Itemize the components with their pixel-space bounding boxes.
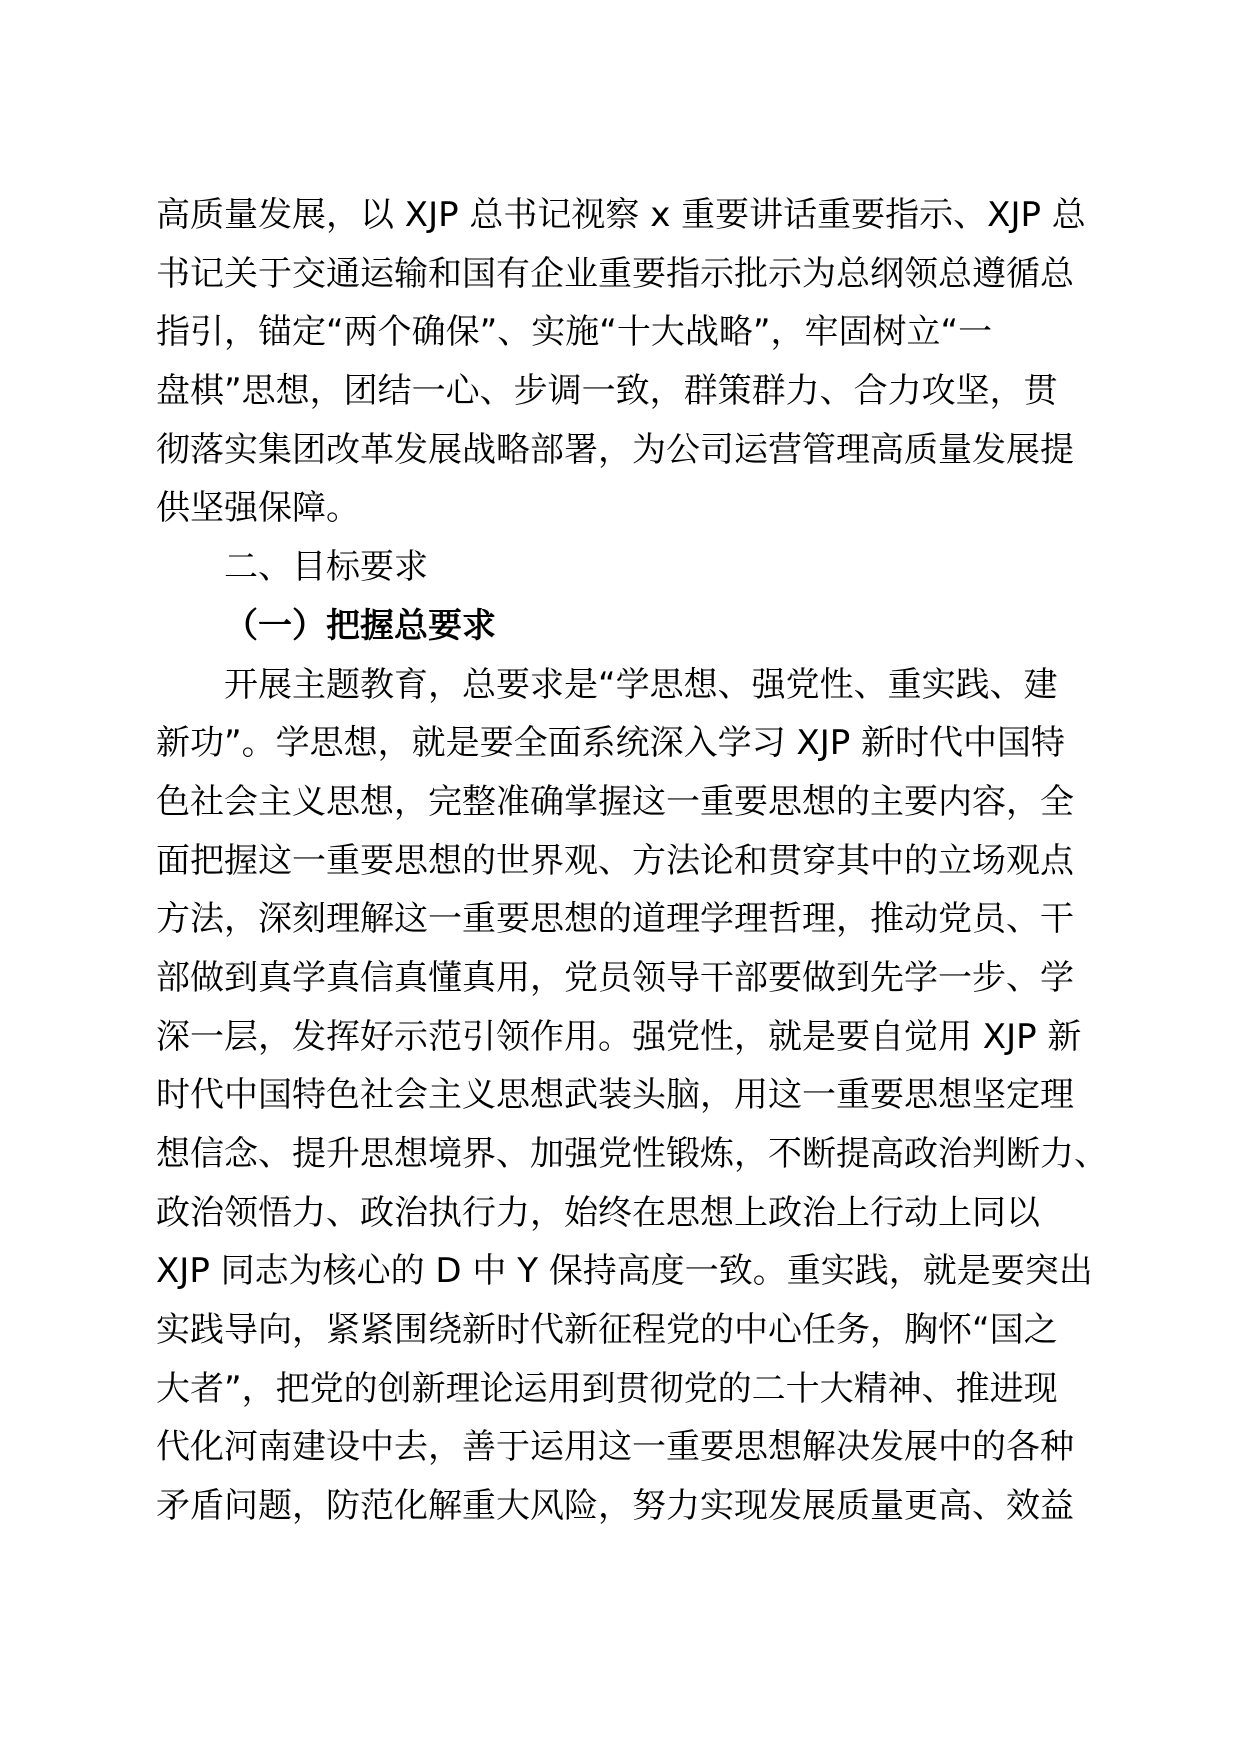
text-line: 书记关于交通运输和国有企业重要指示批示为总纲领总遵循总: [156, 253, 1074, 294]
text-line: XJP 同志为核心的 D 中 Y 保持高度一致。重实践，就是要突出: [156, 1251, 1093, 1292]
section-subheading: （一）把握总要求: [224, 605, 496, 646]
text-line: 实践导向，紧紧围绕新时代新征程党的中心任务，胸怀“国之: [156, 1310, 1058, 1351]
text-line: 供坚强保障。: [156, 488, 360, 529]
text-line: 高质量发展，以 XJP 总书记视察 x 重要讲话重要指示、XJP 总: [156, 195, 1086, 235]
text-line: 矛盾问题，防范化解重大风险，努力实现发展质量更高、效益: [156, 1486, 1074, 1527]
text-line: 深一层，发挥好示范引领作用。强党性，就是要自觉用 XJP 新: [156, 1016, 1082, 1057]
section-heading: 二、目标要求: [224, 547, 428, 588]
text-line: 部做到真学真信真懂真用，党员领导干部要做到先学一步、学: [156, 957, 1074, 998]
text-line: 代化河南建设中去，善于运用这一重要思想解决发展中的各种: [156, 1427, 1074, 1468]
text-line: 盘棋”思想，团结一心、步调一致，群策群力、合力攻坚，贯: [156, 371, 1058, 412]
text-line: 想信念、提升思想境界、加强党性锻炼，不断提高政治判断力、: [156, 1134, 1108, 1174]
text-line: 彻落实集团改革发展战略部署，为公司运营管理高质量发展提: [156, 429, 1074, 470]
body-text: [156, 186, 1108, 1536]
text-line: 新功”。学思想，就是要全面系统深入学习 XJP 新时代中国特: [156, 723, 1066, 764]
text-line: 政治领悟力、政治执行力，始终在思想上政治上行动上同以: [156, 1192, 1040, 1233]
text-line: 开展主题教育，总要求是“学思想、强党性、重实践、建: [224, 664, 1058, 705]
text-line: 色社会主义思想，完整准确掌握这一重要思想的主要内容，全: [156, 781, 1074, 822]
text-line: 大者”，把党的创新理论运用到贯彻党的二十大精神、推进现: [156, 1368, 1058, 1409]
text-line: 面把握这一重要思想的世界观、方法论和贯穿其中的立场观点: [156, 840, 1074, 881]
text-line: 方法，深刻理解这一重要思想的道理学理哲理，推动党员、干: [156, 899, 1074, 940]
text-line: 指引，锚定“两个确保”、实施“十大战略”，牢固树立“一: [156, 312, 993, 353]
text-line: 时代中国特色社会主义思想武装头脑，用这一重要思想坚定理: [156, 1075, 1074, 1116]
